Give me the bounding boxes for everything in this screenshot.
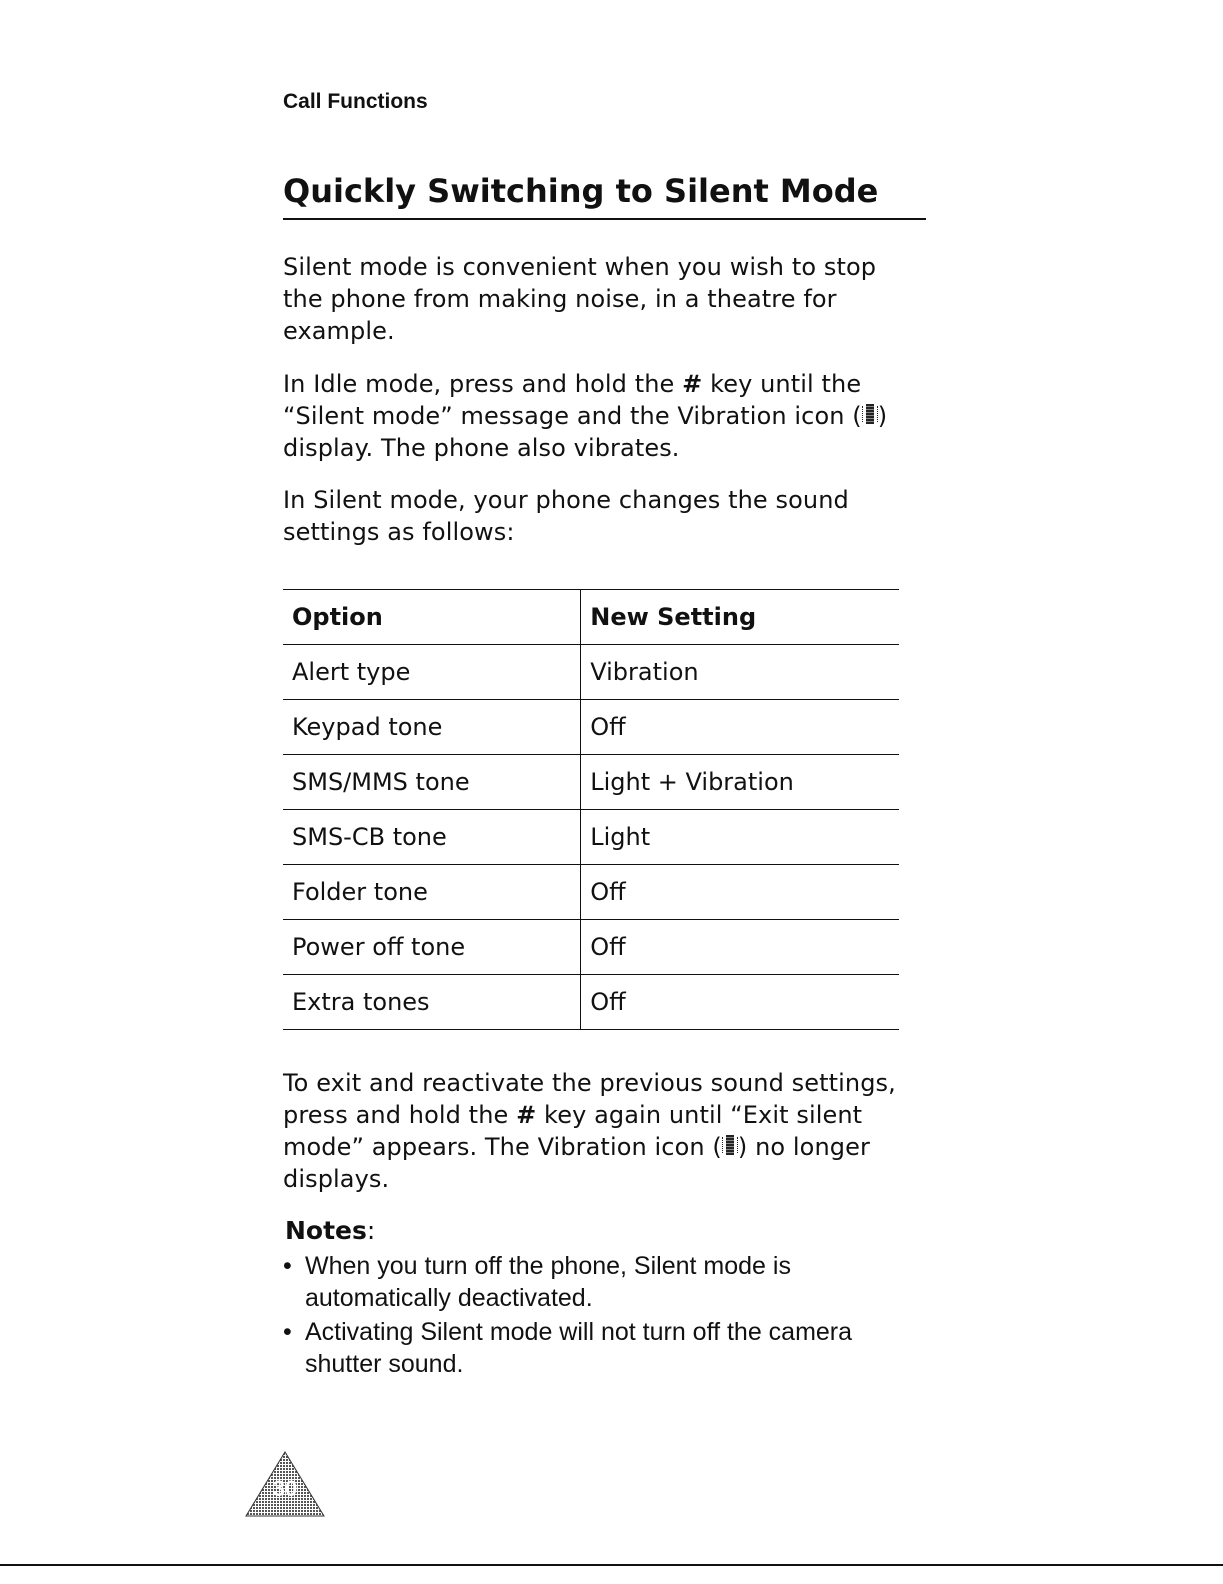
table-row xyxy=(283,755,899,810)
option-cell: Keypad tone xyxy=(283,700,581,755)
vibration-icon xyxy=(722,1133,738,1159)
notes-heading xyxy=(285,1216,375,1245)
setting-cell: Light xyxy=(581,810,899,865)
silent-mode-settings-table xyxy=(283,589,899,1030)
activate-text-3: ) display. The phone also vibrates. xyxy=(283,402,888,462)
table-header-row xyxy=(283,590,899,645)
table-row xyxy=(283,810,899,865)
vibration-icon xyxy=(862,402,878,428)
option-cell: SMS/MMS tone xyxy=(283,755,581,810)
notes-heading-text: Notes xyxy=(285,1216,367,1245)
list-item xyxy=(283,1250,923,1314)
header-new-setting: New Setting xyxy=(581,590,899,645)
setting-cell: Light + Vibration xyxy=(581,755,899,810)
bullet-icon: • xyxy=(283,1252,292,1280)
setting-cell: Off xyxy=(581,975,899,1030)
setting-cell: Off xyxy=(581,700,899,755)
activate-text-1: In Idle mode, press and hold the xyxy=(283,370,683,398)
setting-cell: Vibration xyxy=(581,645,899,700)
exit-text-1: To exit and reactivate the previous sound settings, press and hold the xyxy=(283,1069,896,1129)
table-row xyxy=(283,865,899,920)
hash-key-symbol: # xyxy=(682,370,703,398)
setting-cell: Off xyxy=(581,920,899,975)
list-item xyxy=(283,1316,923,1380)
option-cell: Power off tone xyxy=(283,920,581,975)
intro-paragraph: Silent mode is convenient when you wish to stop the phone from making noise, in a theatre for example. xyxy=(283,253,877,345)
note-text: When you turn off the phone, Silent mode is automatically deactivated. xyxy=(305,1252,791,1312)
table-row xyxy=(283,920,899,975)
option-cell: SMS-CB tone xyxy=(283,810,581,865)
header-option: Option xyxy=(283,590,581,645)
option-cell: Alert type xyxy=(283,645,581,700)
notes-list xyxy=(283,1250,923,1382)
exit-text-3: ) no longer displays. xyxy=(283,1133,870,1193)
settings-intro-paragraph: In Silent mode, your phone changes the sound settings as follows: xyxy=(283,486,849,546)
option-cell: Extra tones xyxy=(283,975,581,1030)
option-cell: Folder tone xyxy=(283,865,581,920)
hash-key-symbol: # xyxy=(516,1101,537,1129)
table-row xyxy=(283,700,899,755)
activate-paragraph xyxy=(283,368,923,464)
table-row xyxy=(283,975,899,1030)
exit-text-2: key again until “Exit silent mode” appears. The Vibration icon ( xyxy=(283,1101,863,1161)
page-title: Quickly Switching to Silent Mode xyxy=(283,172,926,220)
page-number: 30 xyxy=(272,1476,298,1501)
setting-cell: Off xyxy=(581,865,899,920)
notes-heading-colon: : xyxy=(366,1216,376,1245)
footer-rule xyxy=(0,1564,1223,1566)
bullet-icon: • xyxy=(283,1318,292,1346)
table-row xyxy=(283,645,899,700)
exit-paragraph xyxy=(283,1067,923,1195)
section-label: Call Functions xyxy=(283,90,428,113)
note-text: Activating Silent mode will not turn off the camera shutter sound. xyxy=(305,1318,853,1378)
activate-text-2: key until the “Silent mode” message and the Vibration icon ( xyxy=(283,370,862,430)
